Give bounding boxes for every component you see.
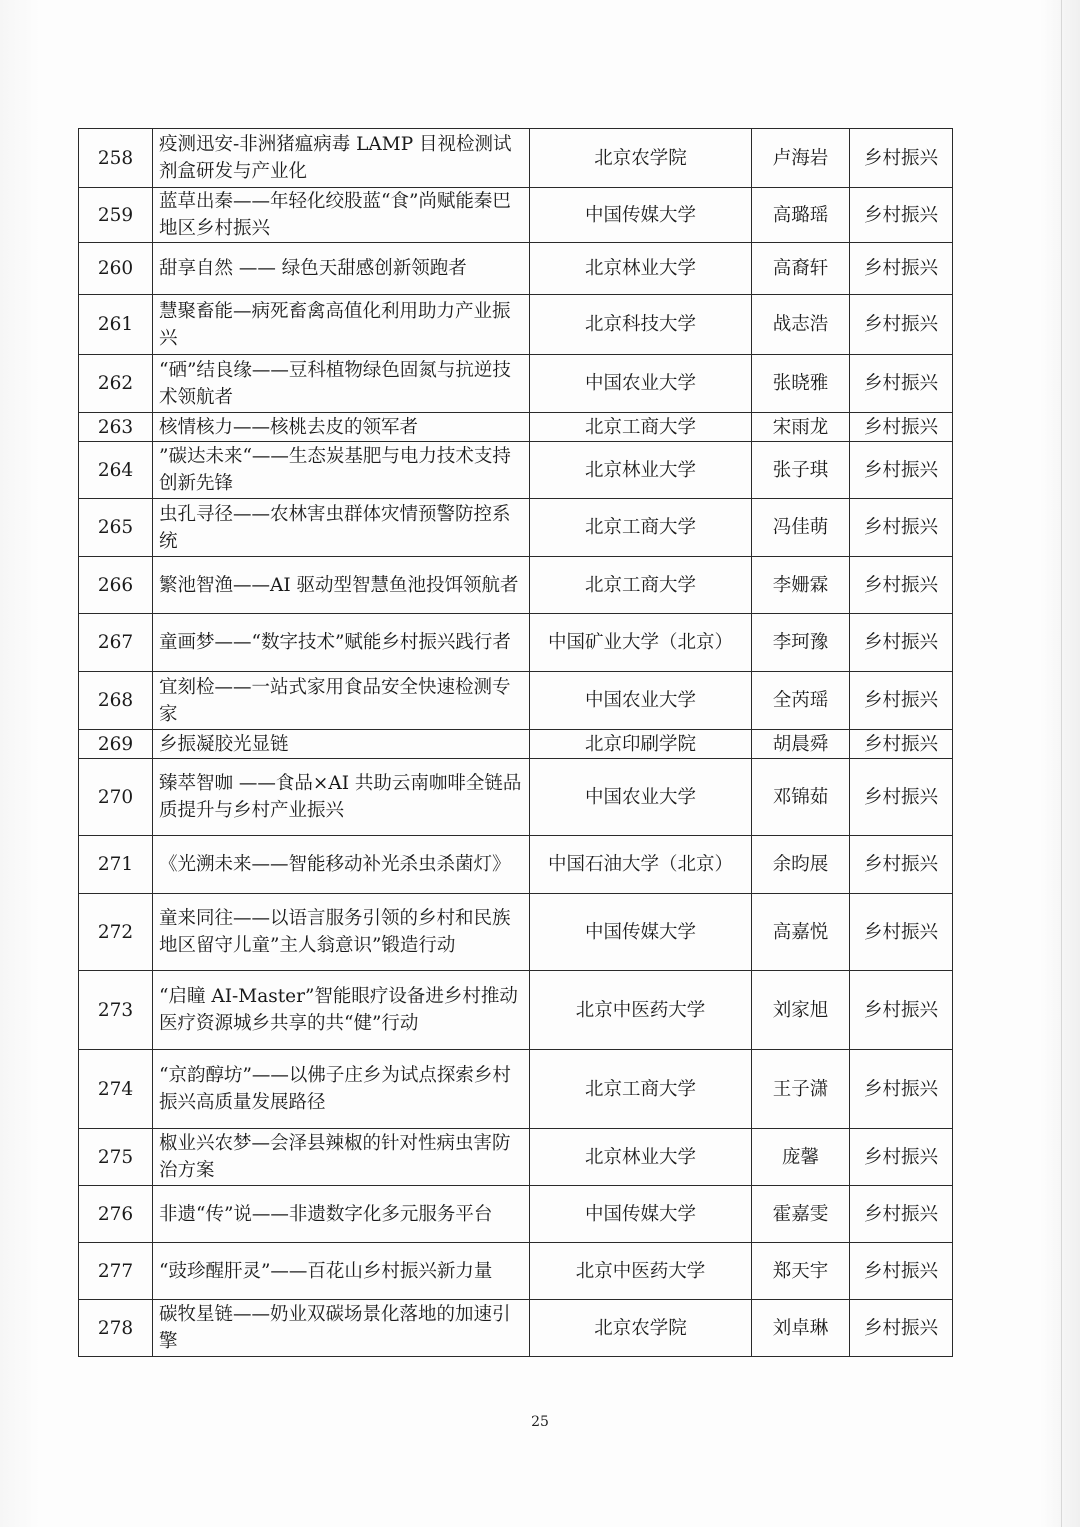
school-name: 北京工商大学 — [530, 557, 752, 614]
school-name: 北京科技大学 — [530, 295, 752, 355]
table-row — [79, 971, 953, 1050]
leader-name: 李珂豫 — [752, 614, 850, 672]
project-name: 慧聚畜能—病死畜禽高值化利用助力产业振兴 — [153, 295, 530, 355]
project-name: 椒业兴农梦—会泽县辣椒的针对性病虫害防治方案 — [153, 1129, 530, 1186]
row-number: 272 — [79, 894, 153, 971]
leader-name: 刘家旭 — [752, 971, 850, 1050]
leader-name: 郑天宇 — [752, 1243, 850, 1300]
table-row — [79, 1243, 953, 1300]
school-name: 中国农业大学 — [530, 672, 752, 730]
school-name: 北京农学院 — [530, 129, 752, 188]
table-row — [79, 129, 953, 188]
track-label: 乡村振兴 — [850, 557, 953, 614]
row-number: 266 — [79, 557, 153, 614]
project-name: “豉珍醒肝灵”——百花山乡村振兴新力量 — [153, 1243, 530, 1300]
school-name: 北京林业大学 — [530, 243, 752, 295]
project-name: 甜享自然 —— 绿色天甜感创新领跑者 — [153, 243, 530, 295]
school-name: 北京林业大学 — [530, 1129, 752, 1186]
school-name: 中国农业大学 — [530, 355, 752, 413]
project-name: 碳牧星链——奶业双碳场景化落地的加速引擎 — [153, 1300, 530, 1357]
school-name: 北京工商大学 — [530, 413, 752, 442]
row-number: 278 — [79, 1300, 153, 1357]
track-label: 乡村振兴 — [850, 499, 953, 557]
leader-name: 高裔轩 — [752, 243, 850, 295]
table-row — [79, 499, 953, 557]
school-name: 北京工商大学 — [530, 1050, 752, 1129]
school-name: 北京印刷学院 — [530, 730, 752, 759]
leader-name: 王子潇 — [752, 1050, 850, 1129]
school-name: 中国石油大学（北京） — [530, 836, 752, 894]
row-number: 260 — [79, 243, 153, 295]
row-number: 271 — [79, 836, 153, 894]
table-row — [79, 759, 953, 836]
track-label: 乡村振兴 — [850, 1186, 953, 1243]
track-label: 乡村振兴 — [850, 1050, 953, 1129]
track-label: 乡村振兴 — [850, 672, 953, 730]
row-number: 276 — [79, 1186, 153, 1243]
leader-name: 高璐瑶 — [752, 188, 850, 243]
school-name: 北京农学院 — [530, 1300, 752, 1357]
track-label: 乡村振兴 — [850, 355, 953, 413]
table-row — [79, 1129, 953, 1186]
leader-name: 张晓雅 — [752, 355, 850, 413]
project-name: 非遗“传”说——非遗数字化多元服务平台 — [153, 1186, 530, 1243]
table-row — [79, 730, 953, 759]
row-number: 259 — [79, 188, 153, 243]
table-row — [79, 442, 953, 499]
project-name: 乡振凝胶光显链 — [153, 730, 530, 759]
row-number: 270 — [79, 759, 153, 836]
scan-edge-line — [1061, 0, 1062, 1527]
track-label: 乡村振兴 — [850, 413, 953, 442]
track-label: 乡村振兴 — [850, 894, 953, 971]
table-row — [79, 557, 953, 614]
table-row — [79, 1300, 953, 1357]
leader-name: 刘卓琳 — [752, 1300, 850, 1357]
track-label: 乡村振兴 — [850, 614, 953, 672]
leader-name: 霍嘉雯 — [752, 1186, 850, 1243]
project-name: 童来同往——以语言服务引领的乡村和民族地区留守儿童”主人翁意识”锻造行动 — [153, 894, 530, 971]
project-name: 蓝草出秦——年轻化绞股蓝“食”尚赋能秦巴地区乡村振兴 — [153, 188, 530, 243]
table-row — [79, 836, 953, 894]
track-label: 乡村振兴 — [850, 971, 953, 1050]
track-label: 乡村振兴 — [850, 759, 953, 836]
row-number: 273 — [79, 971, 153, 1050]
leader-name: 李姗霖 — [752, 557, 850, 614]
leader-name: 全芮瑶 — [752, 672, 850, 730]
school-name: 北京中医药大学 — [530, 1243, 752, 1300]
row-number: 264 — [79, 442, 153, 499]
leader-name: 战志浩 — [752, 295, 850, 355]
project-name: “京韵醇坊”——以佛子庄乡为试点探索乡村振兴高质量发展路径 — [153, 1050, 530, 1129]
row-number: 262 — [79, 355, 153, 413]
track-label: 乡村振兴 — [850, 1243, 953, 1300]
row-number: 269 — [79, 730, 153, 759]
school-name: 中国农业大学 — [530, 759, 752, 836]
row-number: 274 — [79, 1050, 153, 1129]
track-label: 乡村振兴 — [850, 243, 953, 295]
row-number: 275 — [79, 1129, 153, 1186]
table-row — [79, 295, 953, 355]
table-row — [79, 1050, 953, 1129]
table-row — [79, 672, 953, 730]
school-name: 中国传媒大学 — [530, 894, 752, 971]
row-number: 265 — [79, 499, 153, 557]
table-row — [79, 894, 953, 971]
row-number: 268 — [79, 672, 153, 730]
project-name: “硒”结良缘——豆科植物绿色固氮与抗逆技术领航者 — [153, 355, 530, 413]
track-label: 乡村振兴 — [850, 295, 953, 355]
row-number: 258 — [79, 129, 153, 188]
school-name: 北京工商大学 — [530, 499, 752, 557]
school-name: 中国传媒大学 — [530, 188, 752, 243]
project-name: 疫测迅安-非洲猪瘟病毒 LAMP 目视检测试剂盒研发与产业化 — [153, 129, 530, 188]
track-label: 乡村振兴 — [850, 1129, 953, 1186]
row-number: 261 — [79, 295, 153, 355]
project-name: 虫孔寻径——农林害虫群体灾情预警防控系统 — [153, 499, 530, 557]
project-name: 繁池智渔——AI 驱动型智慧鱼池投饵领航者 — [153, 557, 530, 614]
project-name: “启瞳 AI-Master”智能眼疗设备进乡村推动医疗资源城乡共享的共“健”行动 — [153, 971, 530, 1050]
school-name: 北京林业大学 — [530, 442, 752, 499]
table-row — [79, 243, 953, 295]
school-name: 北京中医药大学 — [530, 971, 752, 1050]
school-name: 中国传媒大学 — [530, 1186, 752, 1243]
project-name: 臻萃智咖 ——食品×AI 共助云南咖啡全链品质提升与乡村产业振兴 — [153, 759, 530, 836]
leader-name: 冯佳萌 — [752, 499, 850, 557]
project-name: 《光溯未来——智能移动补光杀虫杀菌灯》 — [153, 836, 530, 894]
leader-name: 庞馨 — [752, 1129, 850, 1186]
table-row — [79, 413, 953, 442]
leader-name: 张子琪 — [752, 442, 850, 499]
track-label: 乡村振兴 — [850, 836, 953, 894]
project-name: 宜刻检——一站式家用食品安全快速检测专家 — [153, 672, 530, 730]
page-number: 25 — [531, 1414, 549, 1430]
school-name: 中国矿业大学（北京） — [530, 614, 752, 672]
row-number: 263 — [79, 413, 153, 442]
table-row — [79, 355, 953, 413]
track-label: 乡村振兴 — [850, 442, 953, 499]
track-label: 乡村振兴 — [850, 188, 953, 243]
table-row — [79, 614, 953, 672]
track-label: 乡村振兴 — [850, 129, 953, 188]
leader-name: 胡晨舜 — [752, 730, 850, 759]
project-name: ”碳达未来“——生态炭基肥与电力技术支持创新先锋 — [153, 442, 530, 499]
track-label: 乡村振兴 — [850, 1300, 953, 1357]
leader-name: 宋雨龙 — [752, 413, 850, 442]
row-number: 277 — [79, 1243, 153, 1300]
award-table — [78, 128, 953, 1357]
leader-name: 余昀展 — [752, 836, 850, 894]
table-row — [79, 1186, 953, 1243]
row-number: 267 — [79, 614, 153, 672]
project-name: 核情核力——核桃去皮的领军者 — [153, 413, 530, 442]
table-row — [79, 188, 953, 243]
project-name: 童画梦——“数字技术”赋能乡村振兴践行者 — [153, 614, 530, 672]
track-label: 乡村振兴 — [850, 730, 953, 759]
leader-name: 邓锦茹 — [752, 759, 850, 836]
award-table-body — [79, 129, 953, 1357]
leader-name: 卢海岩 — [752, 129, 850, 188]
leader-name: 高嘉悦 — [752, 894, 850, 971]
